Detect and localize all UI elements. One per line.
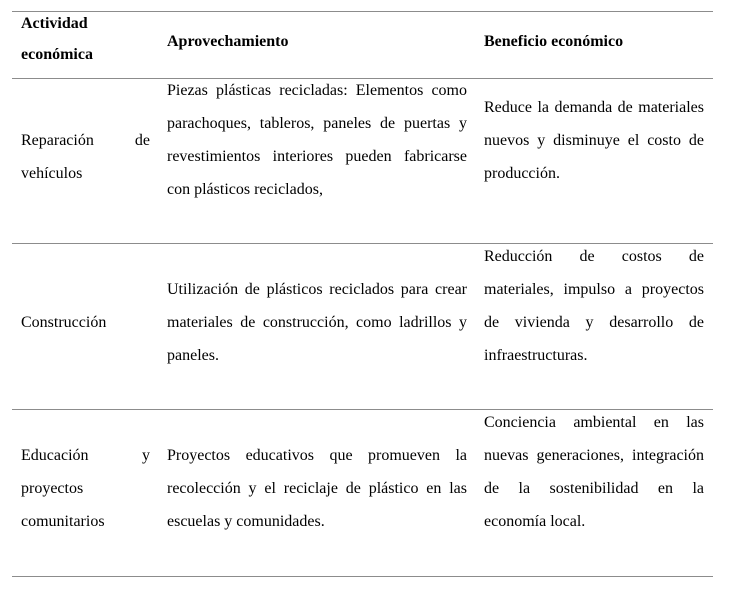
header-actividad: Actividad económica xyxy=(21,15,93,63)
table-cell-aprovechamiento: Piezas plásticas recicladas: Elementos como parachoques, tableros, paneles de puertas y revestimientos interiores pueden fabricarse con plásticos reciclados, xyxy=(167,82,467,198)
header-aprovechamiento: Aprovechamiento xyxy=(167,33,289,50)
table-cell-aprovechamiento: Proyectos educativos que promueven la recolección y el reciclaje de plástico en las escuelas y comunidades. xyxy=(167,447,467,530)
table-cell-actividad: Reparación de vehículos xyxy=(21,132,150,182)
table-cell-beneficio: Conciencia ambiental en las nuevas generaciones, integración de la sostenibilidad en la economía local. xyxy=(484,414,704,530)
table-cell-actividad: Educación y proyectos comunitarios xyxy=(21,447,150,530)
header-beneficio: Beneficio económico xyxy=(484,33,624,50)
table-bottom-rule xyxy=(12,576,713,577)
table-cell-beneficio: Reduce la demanda de materiales nuevos y disminuye el costo de producción. xyxy=(484,99,704,182)
table-cell-aprovechamiento: Utilización de plásticos reciclados para crear materiales de construcción, como ladrillos y paneles. xyxy=(167,281,467,364)
table-cell-actividad: Construcción xyxy=(21,314,107,331)
table-cell-beneficio: Reducción de costos de materiales, impulso a proyectos de vivienda y desarrollo de infraestructuras. xyxy=(484,248,704,364)
